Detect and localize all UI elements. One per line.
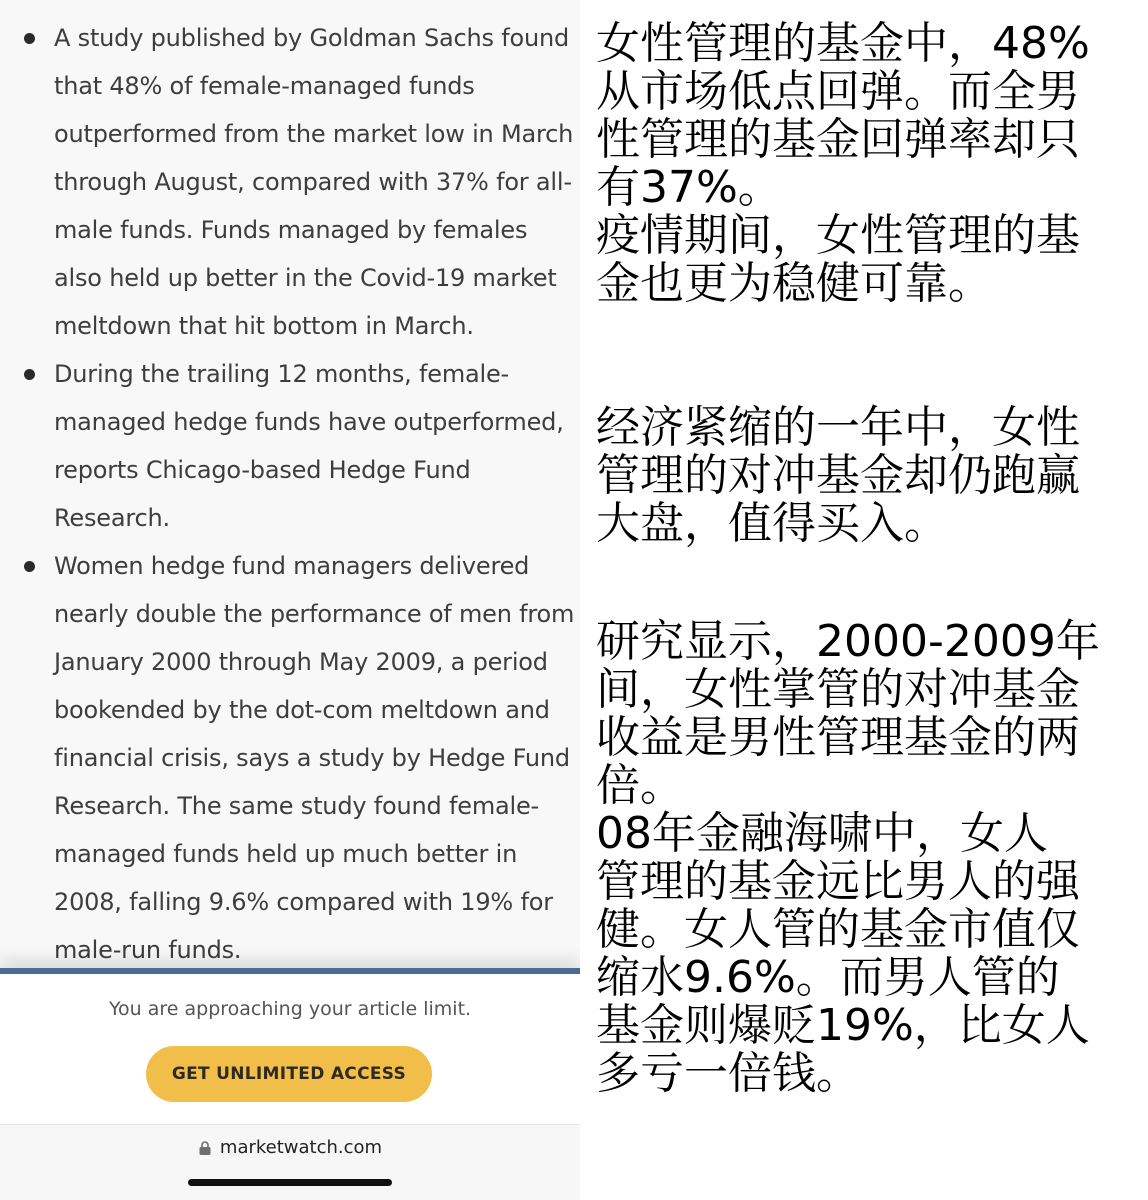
translation-line: 管理的基金远比男人的强	[596, 856, 1080, 907]
translation-line: 大盘，值得买入。	[596, 498, 948, 549]
translation-line: 间，女性掌管的对冲基金	[596, 664, 1080, 715]
article-bullet-list	[0, 14, 580, 974]
browser-address-bar[interactable]	[0, 1124, 580, 1200]
translation-line: 多亏一倍钱。	[596, 1048, 860, 1099]
translation-block-2	[596, 404, 1140, 548]
translation-line: 从市场低点回弹。而全男	[596, 66, 1080, 117]
get-unlimited-access-button[interactable]: GET UNLIMITED ACCESS	[146, 1046, 432, 1102]
bullet-text: Women hedge fund managers delivered nearly double the performance of men from January 2000 through May 2009, a period bookended by the dot-com meltdown and financial crisis, says a study by Hedge Fund Research. The same study found female-managed funds held up much better in 2008, falling 9.6% compared with 19% for male-run funds.	[54, 552, 575, 964]
url-display[interactable]	[0, 1137, 580, 1158]
article-limit-message: You are approaching your article limit.	[108, 998, 472, 1020]
translation-line: 健。女人管的基金市值仅	[596, 904, 1080, 955]
bullet-text: During the trailing 12 months, female-managed hedge funds have outperformed, reports Chicago-based Hedge Fund Research.	[54, 360, 564, 532]
translation-block-1	[596, 20, 1140, 308]
translation-line: 收益是男性管理基金的两	[596, 712, 1080, 763]
bullet-dot-icon	[24, 561, 35, 572]
paywall-top-bar	[0, 968, 580, 974]
translation-line: 管理的对冲基金却仍跑赢	[596, 450, 1080, 501]
bullet-text: A study published by Goldman Sachs found that 48% of female-managed funds outperformed from the market low in March through August, compared with 37% for all-male funds. Funds managed by females also held up better in the Covid-19 market meltdown that hit bottom in March.	[54, 24, 574, 340]
article-bullet	[0, 14, 580, 350]
translation-line: 08年金融海啸中，女人	[596, 808, 1048, 859]
lock-icon	[198, 1140, 212, 1156]
translation-line: 金也更为稳健可靠。	[596, 258, 992, 309]
translation-line: 经济紧缩的一年中，女性	[596, 402, 1080, 453]
translation-line: 倍。	[596, 760, 684, 811]
translation-panel	[596, 0, 1140, 1200]
article-bullet	[0, 542, 580, 974]
translation-line: 缩水9.6%。而男人管的	[596, 952, 1060, 1003]
paywall-banner	[0, 968, 580, 1200]
url-text: marketwatch.com	[219, 1137, 383, 1158]
bullet-dot-icon	[24, 33, 35, 44]
translation-line: 研究显示，2000-2009年	[596, 616, 1100, 667]
bullet-dot-icon	[24, 369, 35, 380]
article-bullet	[0, 350, 580, 542]
translation-line: 性管理的基金回弹率却只	[596, 114, 1080, 165]
home-indicator[interactable]	[188, 1179, 392, 1186]
panel-divider	[580, 0, 588, 1200]
translation-line: 基金则爆贬19%，比女人	[596, 1000, 1090, 1051]
translation-line: 疫情期间，女性管理的基	[596, 210, 1080, 261]
translation-line: 女性管理的基金中，48%	[596, 18, 1090, 69]
translation-block-3	[596, 618, 1140, 1098]
translation-line: 有37%。	[596, 162, 782, 213]
